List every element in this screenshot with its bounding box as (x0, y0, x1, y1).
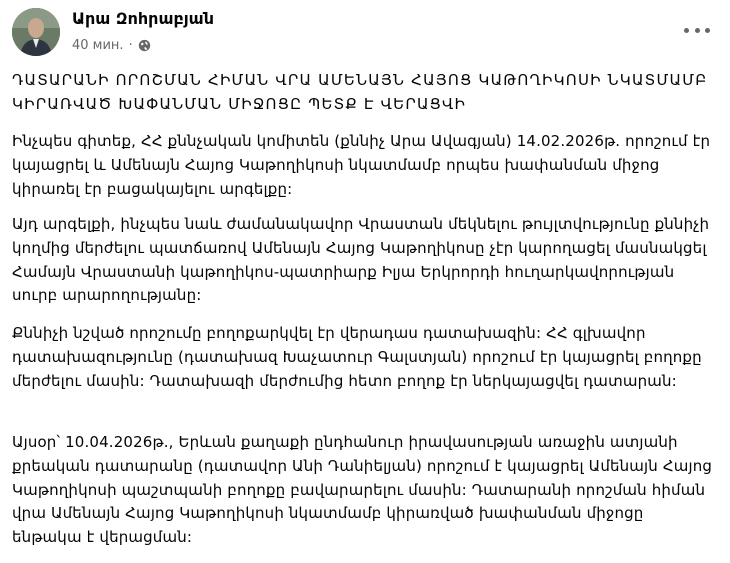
dot (695, 28, 700, 33)
post-timestamp[interactable]: 40 мин. (72, 38, 124, 53)
meta-separator: · (128, 38, 133, 53)
globe-icon[interactable] (138, 39, 151, 52)
post-paragraph: Այդ արգելքի, ինչպես նաև ժամանակավոր Վրաստան մեկնելու թույլտվությունը քննիչի կողմից մերժելու պատճառով Ամենայն Հայոց Կաթողիկոսը չէր կարողացել մասնակցել Համայն Վրաստանի կաթողիկոս-պատրիարք Իլյա Երկրորդի հուղարկավորության սուրբ արարողությանը: (12, 215, 710, 305)
post-paragraph: Ինչպես գիտեք, ՀՀ քննչական կոմիտեն (քննիչ Արա Ավագյան) 14.02.2026թ. որոշում էր կայացրել և Ամենայն Հայոց Կաթողիկոսի նկատմամբ որպես խափանման միջոց կիրառել էր բացակայելու արգելքը: (12, 132, 711, 198)
dot (684, 28, 689, 33)
post-paragraph: Այսօր՝ 10.04.2026թ., Երևան քաղաքի ընդհանուր իրավասության առաջին ատյանի քրեական դատարանը (դատավոր Անի Դանիելյան) որոշում է կայացրել Ամենայն Հայոց Կաթողիկոսի պաշտպանի բողոքը բավարարելու մասին: Դատարանի որոշման հիման վրա Ամենայն Հայոց Կաթողիկոսի նկատմամբ կիրառված խափանման միջոցը ենթակա է վերացման: (12, 433, 713, 547)
avatar-image (12, 8, 60, 56)
avatar[interactable] (12, 8, 60, 56)
post-headline: ԴԱՏԱՐԱՆԻ ՈՐՈՇՄԱՆ ՀԻՄԱՆ ՎՐԱ ԱՄԵՆԱՅՆ ՀԱՅՈՑ ԿԱԹՈՂԻԿՈՍԻ ՆԿԱՏՄԱՄԲ ԿԻՐԱՌՎԱԾ ԽԱՓԱՆՄԱՆ ՄԻՋՈՑԸ ՊԵՏՔ Է ՎԵՐԱՑՎԻ (12, 71, 708, 113)
more-options-icon[interactable] (684, 20, 710, 40)
post-meta (72, 38, 151, 53)
author-name[interactable]: Արա Զոհրաբյան (72, 9, 214, 28)
dot (705, 28, 710, 33)
post-paragraph: Քննիչի նշված որոշումը բողոքարկվել էր վերադաս դատախազին: ՀՀ գլխավոր դատախազությունը (դատախազ Խաչատուր Գալստյան) որոշում էր կայացրել բողոքը մերժելու մասին: Դատախազի մերժումից հետո բողոք էր ներկայացվել դատարան: (12, 324, 702, 390)
